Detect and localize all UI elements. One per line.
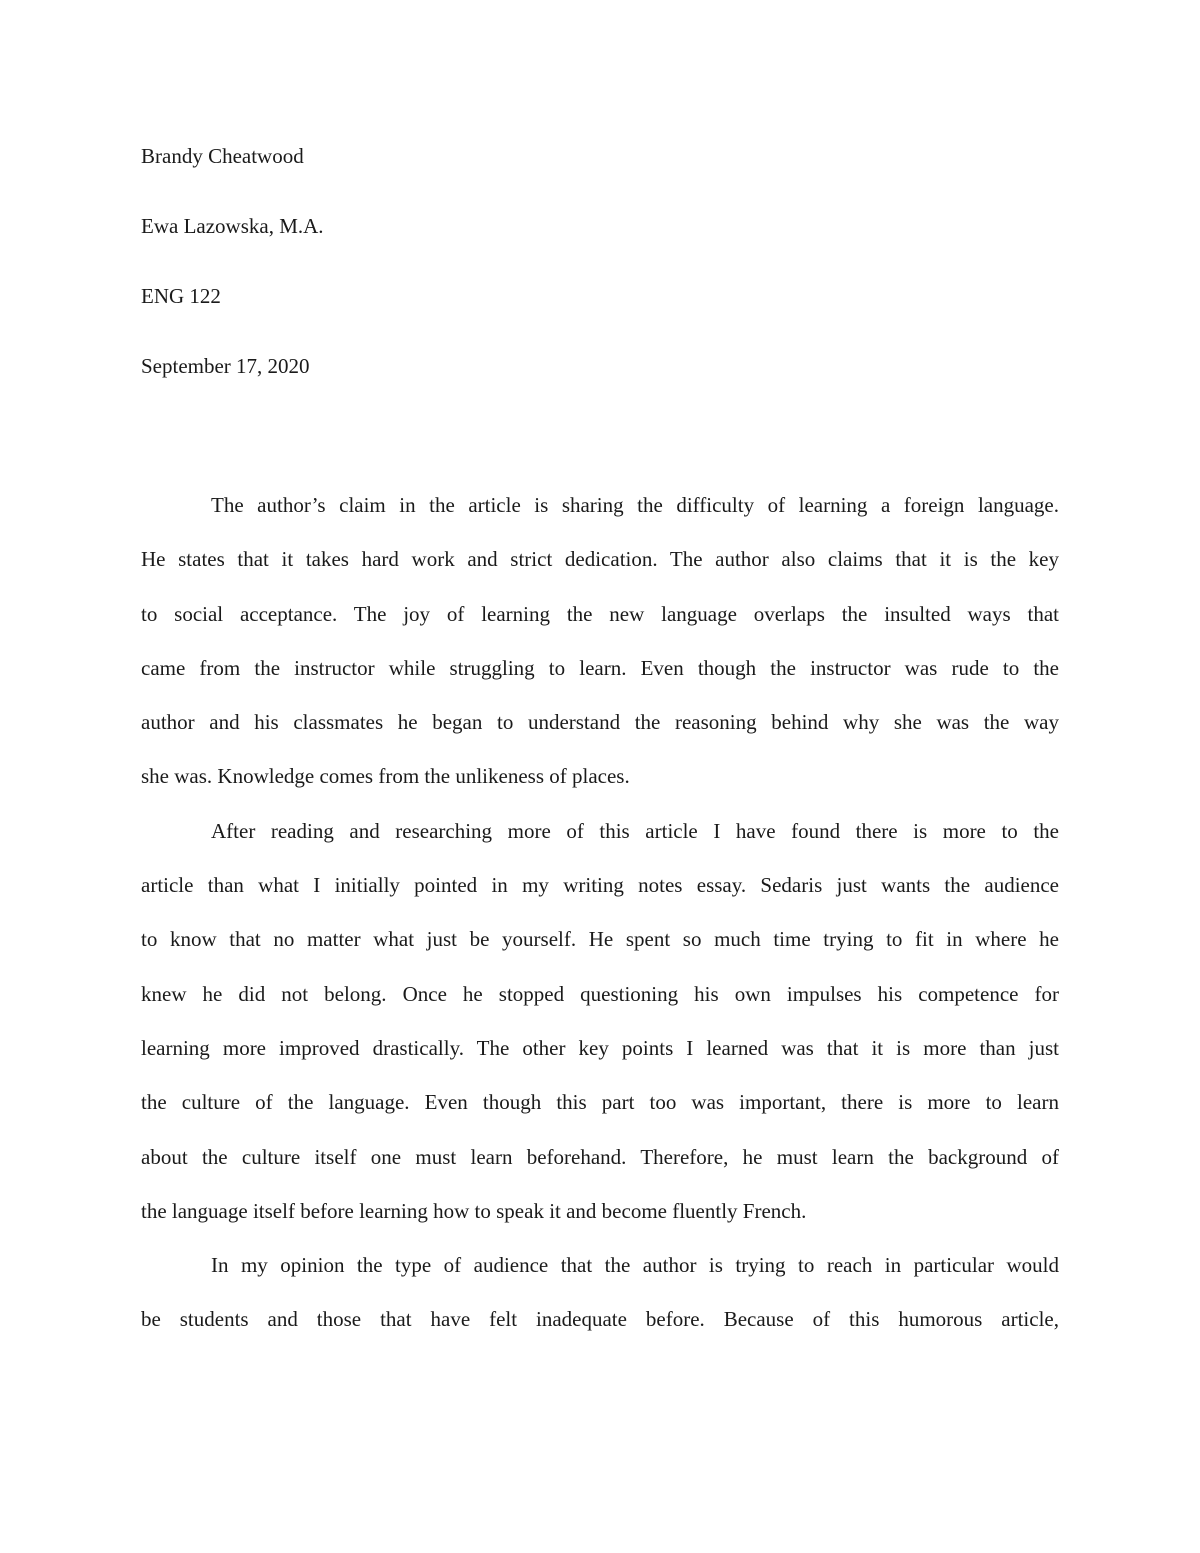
text-line: article than what I initially pointed in my writing notes essay. Sedaris just wants the audience <box>141 873 1059 898</box>
text-line: The author’s claim in the article is sharing the difficulty of learning a foreign language. <box>211 493 1059 517</box>
paragraph-2 <box>141 814 1059 1248</box>
text-line: After reading and researching more of this article I have found there is more to the <box>211 818 1059 843</box>
instructor-name: Ewa Lazowska, M.A. <box>141 214 324 238</box>
mla-heading <box>141 140 1061 420</box>
text-line: author and his classmates he began to understand the reasoning behind why she was the way <box>141 710 1059 735</box>
text-line: the culture of the language. Even though this part too was important, there is more to learn <box>141 1090 1059 1115</box>
paragraph-3 <box>141 1248 1059 1357</box>
text-line: knew he did not belong. Once he stopped questioning his own impulses his competence for <box>141 981 1059 1006</box>
course-code: ENG 122 <box>141 284 221 308</box>
text-line: In my opinion the type of audience that the author is trying to reach in particular would <box>211 1253 1059 1278</box>
essay-body <box>141 488 1059 1357</box>
text-line: the language itself before learning how to speak it and become fluently French. <box>141 1198 807 1223</box>
text-line: be students and those that have felt inadequate before. Because of this humorous article, <box>141 1307 1059 1332</box>
text-line: to social acceptance. The joy of learning the new language overlaps the insulted ways that <box>141 601 1059 626</box>
essay-date: September 17, 2020 <box>141 354 310 378</box>
text-line: learning more improved drastically. The other key points I learned was that it is more than just <box>141 1035 1059 1060</box>
paragraph-1 <box>141 488 1059 814</box>
text-line: about the culture itself one must learn beforehand. Therefore, he must learn the background of <box>141 1144 1059 1169</box>
student-name: Brandy Cheatwood <box>141 144 304 168</box>
text-line: she was. Knowledge comes from the unlikeness of places. <box>141 764 630 789</box>
text-line: He states that it takes hard work and strict dedication. The author also claims that it is the key <box>141 547 1059 572</box>
text-line: came from the instructor while struggling to learn. Even though the instructor was rude to the <box>141 655 1059 680</box>
text-line: to know that no matter what just be yourself. He spent so much time trying to fit in where he <box>141 927 1059 952</box>
